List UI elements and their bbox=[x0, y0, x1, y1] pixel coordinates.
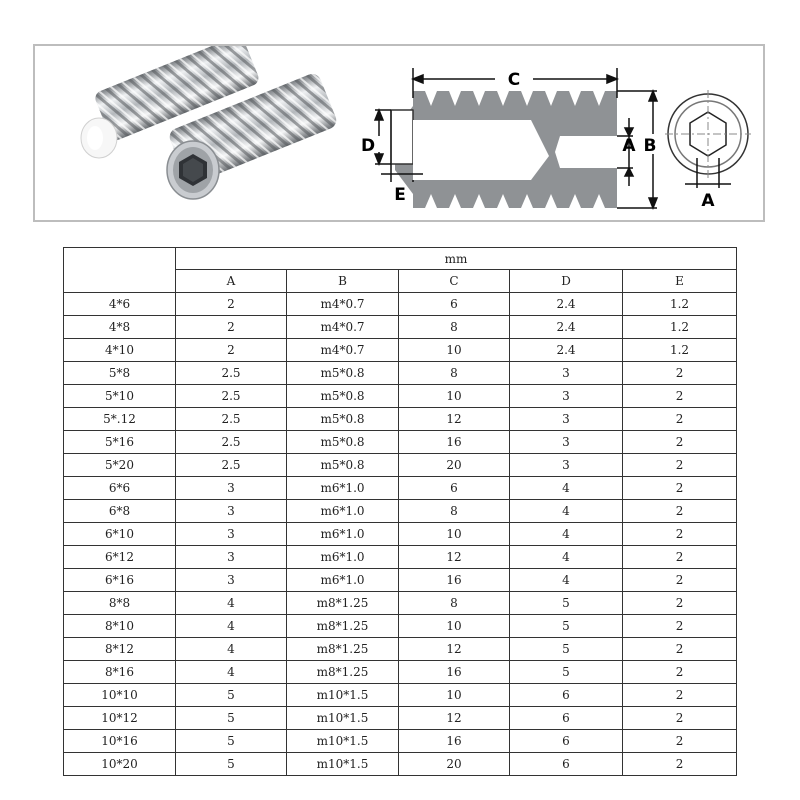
dim-label-b: B bbox=[643, 136, 657, 156]
size-cell: 8*8 bbox=[64, 592, 176, 615]
size-cell: 5*10 bbox=[64, 385, 176, 408]
value-cell: m5*0.8 bbox=[287, 454, 399, 477]
value-cell: m8*1.25 bbox=[287, 615, 399, 638]
value-cell: 10 bbox=[399, 684, 510, 707]
table-row bbox=[64, 477, 737, 500]
value-cell: 2.4 bbox=[510, 339, 623, 362]
value-cell: 2.5 bbox=[176, 408, 287, 431]
value-cell: m6*1.0 bbox=[287, 523, 399, 546]
value-cell: m10*1.5 bbox=[287, 753, 399, 776]
table-row bbox=[64, 408, 737, 431]
value-cell: 2 bbox=[623, 454, 737, 477]
table-row bbox=[64, 293, 737, 316]
value-cell: 2 bbox=[623, 638, 737, 661]
value-cell: 3 bbox=[176, 569, 287, 592]
table-row bbox=[64, 523, 737, 546]
value-cell: 5 bbox=[510, 615, 623, 638]
value-cell: 2.5 bbox=[176, 362, 287, 385]
value-cell: 2 bbox=[176, 339, 287, 362]
value-cell: m5*0.8 bbox=[287, 408, 399, 431]
value-cell: m10*1.5 bbox=[287, 730, 399, 753]
table-row bbox=[64, 730, 737, 753]
value-cell: 2.4 bbox=[510, 293, 623, 316]
value-cell: 2 bbox=[623, 431, 737, 454]
value-cell: 1.2 bbox=[623, 316, 737, 339]
table-row bbox=[64, 362, 737, 385]
value-cell: m4*0.7 bbox=[287, 293, 399, 316]
value-cell: 4 bbox=[510, 546, 623, 569]
dim-label-c: C bbox=[507, 70, 521, 90]
value-cell: 2 bbox=[176, 316, 287, 339]
value-cell: 5 bbox=[176, 684, 287, 707]
value-cell: m5*0.8 bbox=[287, 431, 399, 454]
table-row bbox=[64, 569, 737, 592]
value-cell: m5*0.8 bbox=[287, 362, 399, 385]
size-header-cell bbox=[64, 248, 176, 293]
value-cell: 4 bbox=[176, 615, 287, 638]
value-cell: m5*0.8 bbox=[287, 385, 399, 408]
value-cell: m4*0.7 bbox=[287, 316, 399, 339]
value-cell: 3 bbox=[510, 362, 623, 385]
value-cell: 2 bbox=[623, 500, 737, 523]
value-cell: 2 bbox=[623, 477, 737, 500]
value-cell: 6 bbox=[510, 730, 623, 753]
value-cell: 2 bbox=[623, 707, 737, 730]
value-cell: 2.4 bbox=[510, 316, 623, 339]
value-cell: 3 bbox=[510, 454, 623, 477]
value-cell: 6 bbox=[399, 293, 510, 316]
size-cell: 6*10 bbox=[64, 523, 176, 546]
value-cell: 2 bbox=[623, 362, 737, 385]
value-cell: 3 bbox=[176, 477, 287, 500]
table-row bbox=[64, 684, 737, 707]
value-cell: 4 bbox=[510, 523, 623, 546]
value-cell: 8 bbox=[399, 362, 510, 385]
value-cell: 1.2 bbox=[623, 293, 737, 316]
value-cell: 2 bbox=[623, 753, 737, 776]
value-cell: 4 bbox=[510, 477, 623, 500]
value-cell: 2 bbox=[623, 592, 737, 615]
value-cell: 5 bbox=[176, 753, 287, 776]
value-cell: 4 bbox=[176, 661, 287, 684]
value-cell: 10 bbox=[399, 615, 510, 638]
value-cell: 2 bbox=[623, 684, 737, 707]
table-row bbox=[64, 753, 737, 776]
size-cell: 6*12 bbox=[64, 546, 176, 569]
size-cell: 4*10 bbox=[64, 339, 176, 362]
value-cell: 4 bbox=[510, 569, 623, 592]
value-cell: 2 bbox=[623, 408, 737, 431]
value-cell: 3 bbox=[510, 408, 623, 431]
value-cell: 3 bbox=[176, 546, 287, 569]
value-cell: 2.5 bbox=[176, 454, 287, 477]
value-cell: m6*1.0 bbox=[287, 477, 399, 500]
value-cell: m4*0.7 bbox=[287, 339, 399, 362]
size-cell: 4*8 bbox=[64, 316, 176, 339]
dim-label-e: E bbox=[394, 185, 406, 205]
value-cell: 2 bbox=[176, 293, 287, 316]
size-cell: 10*20 bbox=[64, 753, 176, 776]
size-cell: 6*16 bbox=[64, 569, 176, 592]
value-cell: 2 bbox=[623, 546, 737, 569]
size-cell: 10*12 bbox=[64, 707, 176, 730]
value-cell: m8*1.25 bbox=[287, 638, 399, 661]
value-cell: 3 bbox=[176, 500, 287, 523]
value-cell: 4 bbox=[510, 500, 623, 523]
value-cell: 6 bbox=[399, 477, 510, 500]
nylon-tip bbox=[81, 118, 117, 158]
value-cell: 10 bbox=[399, 523, 510, 546]
table-row bbox=[64, 385, 737, 408]
value-cell: 3 bbox=[510, 385, 623, 408]
size-cell: 8*16 bbox=[64, 661, 176, 684]
size-cell: 10*16 bbox=[64, 730, 176, 753]
value-cell: 2.5 bbox=[176, 385, 287, 408]
value-cell: 16 bbox=[399, 569, 510, 592]
dim-label-a-end: A bbox=[701, 191, 715, 211]
value-cell: 1.2 bbox=[623, 339, 737, 362]
table-row bbox=[64, 500, 737, 523]
value-cell: 5 bbox=[510, 592, 623, 615]
value-cell: 5 bbox=[510, 638, 623, 661]
set-screw-photo bbox=[81, 46, 339, 199]
dim-label-d: D bbox=[360, 136, 376, 156]
value-cell: 2 bbox=[623, 730, 737, 753]
table-row bbox=[64, 638, 737, 661]
value-cell: 2 bbox=[623, 661, 737, 684]
value-cell: m6*1.0 bbox=[287, 569, 399, 592]
end-view-drawing bbox=[665, 90, 751, 188]
value-cell: m6*1.0 bbox=[287, 500, 399, 523]
value-cell: 12 bbox=[399, 707, 510, 730]
value-cell: 16 bbox=[399, 730, 510, 753]
value-cell: m10*1.5 bbox=[287, 684, 399, 707]
table-row bbox=[64, 316, 737, 339]
value-cell: 2 bbox=[623, 523, 737, 546]
dim-label-a-side: A bbox=[622, 136, 636, 156]
value-cell: 5 bbox=[510, 661, 623, 684]
size-cell: 5*20 bbox=[64, 454, 176, 477]
value-cell: 5 bbox=[176, 707, 287, 730]
unit-header: mm bbox=[176, 248, 737, 270]
value-cell: 3 bbox=[176, 523, 287, 546]
value-cell: 10 bbox=[399, 385, 510, 408]
size-cell: 5*16 bbox=[64, 431, 176, 454]
size-cell: 4*6 bbox=[64, 293, 176, 316]
value-cell: 8 bbox=[399, 316, 510, 339]
value-cell: 2 bbox=[623, 385, 737, 408]
value-cell: 12 bbox=[399, 546, 510, 569]
value-cell: 4 bbox=[176, 592, 287, 615]
value-cell: 20 bbox=[399, 454, 510, 477]
value-cell: 6 bbox=[510, 684, 623, 707]
size-cell: 6*6 bbox=[64, 477, 176, 500]
table-row bbox=[64, 615, 737, 638]
table-row bbox=[64, 707, 737, 730]
value-cell: m8*1.25 bbox=[287, 661, 399, 684]
table-row bbox=[64, 661, 737, 684]
table-row bbox=[64, 339, 737, 362]
column-header: C bbox=[399, 270, 510, 293]
value-cell: 2 bbox=[623, 615, 737, 638]
hex-socket-end bbox=[167, 141, 219, 199]
value-cell: m8*1.25 bbox=[287, 592, 399, 615]
value-cell: 4 bbox=[176, 638, 287, 661]
value-cell: m10*1.5 bbox=[287, 707, 399, 730]
value-cell: 16 bbox=[399, 661, 510, 684]
section-drawing bbox=[391, 91, 617, 208]
size-cell: 10*10 bbox=[64, 684, 176, 707]
spec-table bbox=[63, 247, 737, 776]
value-cell: 6 bbox=[510, 753, 623, 776]
table-row bbox=[64, 454, 737, 477]
value-cell: 20 bbox=[399, 753, 510, 776]
value-cell: 10 bbox=[399, 339, 510, 362]
value-cell: m6*1.0 bbox=[287, 546, 399, 569]
table-row bbox=[64, 431, 737, 454]
column-header: E bbox=[623, 270, 737, 293]
value-cell: 2 bbox=[623, 569, 737, 592]
value-cell: 12 bbox=[399, 638, 510, 661]
value-cell: 8 bbox=[399, 592, 510, 615]
column-header: A bbox=[176, 270, 287, 293]
spec-table-body bbox=[64, 293, 737, 776]
value-cell: 8 bbox=[399, 500, 510, 523]
column-header: D bbox=[510, 270, 623, 293]
size-cell: 5*8 bbox=[64, 362, 176, 385]
size-cell: 8*12 bbox=[64, 638, 176, 661]
banner-artwork bbox=[35, 46, 767, 224]
table-row bbox=[64, 592, 737, 615]
value-cell: 6 bbox=[510, 707, 623, 730]
column-header: B bbox=[287, 270, 399, 293]
value-cell: 2.5 bbox=[176, 431, 287, 454]
value-cell: 3 bbox=[510, 431, 623, 454]
value-cell: 16 bbox=[399, 431, 510, 454]
product-banner bbox=[33, 44, 765, 222]
value-cell: 5 bbox=[176, 730, 287, 753]
table-row bbox=[64, 546, 737, 569]
value-cell: 12 bbox=[399, 408, 510, 431]
size-cell: 6*8 bbox=[64, 500, 176, 523]
size-cell: 5*.12 bbox=[64, 408, 176, 431]
size-cell: 8*10 bbox=[64, 615, 176, 638]
